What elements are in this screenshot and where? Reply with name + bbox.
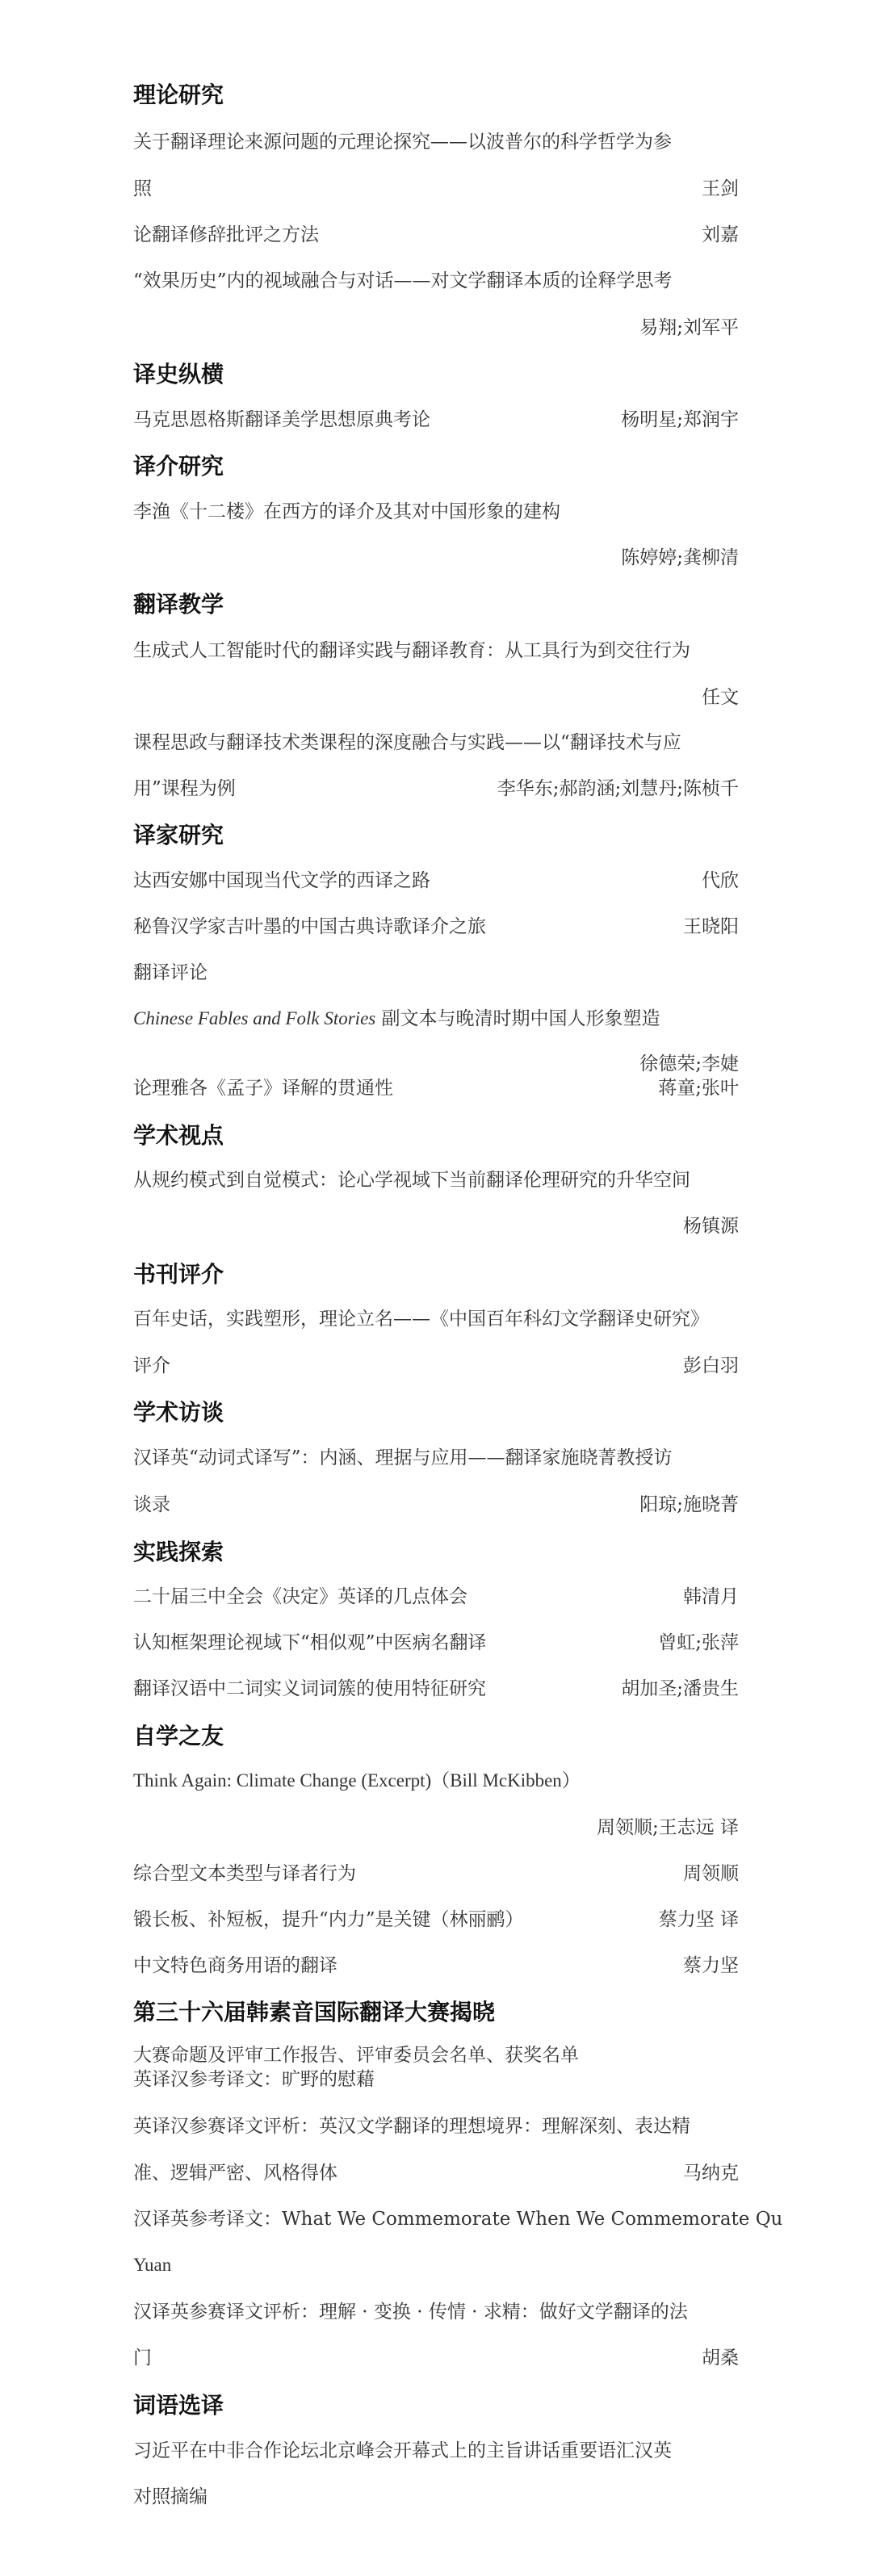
article-author: 任文 (702, 687, 739, 708)
article-title: 汉译英参赛译文评析：理解 · 变换 · 传情 · 求精：做好文学翻译的法 (133, 2302, 688, 2323)
article-title: 秘鲁汉学家吉叶墨的中国古典诗歌译介之旅 (133, 916, 486, 937)
article-title: Think Again: Climate Change (Excerpt)（Bill McKibben） (133, 1770, 581, 1791)
article-author: 韩清月 (683, 1586, 739, 1607)
section-heading-practice: 实践探索 (133, 1539, 224, 1565)
article-title: 习近平在中非合作论坛北京峰会开幕式上的主旨讲话重要语汇汉英 (133, 2440, 672, 2461)
article-title: 综合型文本类型与译者行为 (133, 1863, 356, 1884)
article-author: 阳琼;施晓菁 (639, 1494, 739, 1515)
article-title: 大赛命题及评审工作报告、评审委员会名单、获奖名单 (133, 2045, 579, 2066)
article-title: 二十届三中全会《决定》英译的几点体会 (133, 1586, 467, 1607)
article-author: 曾虹;张萍 (658, 1632, 739, 1653)
article-title: 英译汉参赛译文评析：英汉文学翻译的理想境界：理解深刻、表达精 (133, 2116, 690, 2137)
article-title (133, 2207, 782, 2231)
article-author: 代欣 (702, 870, 739, 891)
article-title: 马克思恩格斯翻译美学思想原典考论 (133, 409, 430, 430)
section-heading-book-review: 书刊评介 (133, 1261, 224, 1288)
article-title: 论翻译修辞批评之方法 (133, 224, 319, 245)
section-heading-teaching: 翻译教学 (133, 591, 224, 618)
article-title: 论理雅各《孟子》译解的贯通性 (133, 1078, 393, 1099)
article-title (133, 1007, 660, 1031)
article-author: 王晓阳 (683, 916, 739, 937)
section-heading-translator-studies: 译家研究 (133, 822, 224, 848)
article-title-continued: 谈录 (133, 1494, 170, 1515)
section-heading-interview: 学术访谈 (133, 1399, 224, 1426)
section-heading-history: 译史纵横 (133, 361, 224, 387)
article-author: 杨镇源 (683, 1216, 739, 1237)
article-title-continued: 用”课程为例 (133, 778, 236, 799)
section-heading-academic-viewpoint: 学术视点 (133, 1122, 224, 1149)
article-title-continued: 照 (133, 178, 152, 199)
article-author: 陈婷婷;龚柳清 (621, 547, 739, 568)
article-title-continued: 评介 (133, 1355, 170, 1376)
article-title: 中文特色商务用语的翻译 (133, 1955, 337, 1976)
article-author: 李华东;郝韵涵;刘慧丹;陈桢千 (497, 778, 739, 799)
article-title-text: 汉译英参考译文：What We Commemorate When We Commemorate Qu (133, 2209, 783, 2230)
section-heading-term-translation: 词语选译 (133, 2392, 224, 2419)
article-title: 锻长板、补短板，提升“内力”是关键（林丽鹂） (133, 1909, 524, 1930)
article-author: 蒋童;张叶 (658, 1078, 739, 1099)
article-title: 认知框架理论视域下“相似观”中医病名翻译 (133, 1632, 487, 1653)
article-author: 周领顺;王志远 译 (596, 1817, 739, 1838)
article-author: 彭白羽 (683, 1355, 739, 1376)
article-title: 关于翻译理论来源问题的元理论探究——以波普尔的科学哲学为参 (133, 132, 672, 153)
article-author: 王剑 (702, 178, 739, 199)
article-title-chinese: 副文本与晚清时期中国人形象塑造 (375, 1008, 660, 1029)
article-author: 刘嘉 (702, 224, 739, 245)
article-title: 英译汉参考译文：旷野的慰藉 (133, 2069, 375, 2090)
article-title: 课程思政与翻译技术类课程的深度融合与实践——以“翻译技术与应 (133, 732, 681, 753)
sub-section-label: 翻译评论 (133, 962, 208, 983)
section-heading-competition: 第三十六届韩素音国际翻译大赛揭晓 (133, 1999, 496, 2025)
article-title: 李渔《十二楼》在西方的译介及其对中国形象的建构 (133, 501, 560, 522)
article-author: 杨明星;郑润宇 (621, 409, 739, 430)
article-author: 蔡力坚 (683, 1955, 739, 1976)
article-title: 百年史话，实践塑形，理论立名——《中国百年科幻文学翻译史研究》 (133, 1309, 709, 1330)
article-title: “效果历史”内的视域融合与对话——对文学翻译本质的诠释学思考 (133, 270, 673, 291)
article-author: 徐德荣;李婕 (639, 1053, 739, 1074)
article-title-continued: 门 (133, 2348, 152, 2369)
article-author: 周领顺 (683, 1863, 739, 1884)
article-title: 生成式人工智能时代的翻译实践与翻译教育：从工具行为到交往行为 (133, 640, 690, 661)
article-title: 翻译汉语中二词实义词词簇的使用特征研究 (133, 1678, 486, 1699)
article-author: 胡桑 (702, 2348, 739, 2369)
article-author: 胡加圣;潘贵生 (621, 1678, 739, 1699)
article-author: 易翔;刘军平 (639, 317, 739, 338)
article-author: 蔡力坚 译 (658, 1909, 739, 1930)
article-title: 汉译英“动词式译写”：内涵、理据与应用——翻译家施晓菁教授访 (133, 1447, 673, 1468)
article-title: 从规约模式到自觉模式：论心学视域下当前翻译伦理研究的升华空间 (133, 1170, 690, 1191)
article-title-continued: Yuan (133, 2255, 172, 2275)
article-title: 达西安娜中国现当代文学的西译之路 (133, 870, 430, 891)
section-heading-self-study: 自学之友 (133, 1723, 224, 1749)
section-heading-translation-introduction: 译介研究 (133, 453, 224, 480)
section-heading-theory: 理论研究 (133, 82, 224, 108)
article-title-continued: 准、逻辑严密、风格得体 (133, 2163, 337, 2184)
article-author: 马纳克 (683, 2163, 739, 2184)
article-title-latin: Chinese Fables and Folk Stories (133, 1008, 376, 1028)
article-title-continued: 对照摘编 (133, 2486, 208, 2507)
